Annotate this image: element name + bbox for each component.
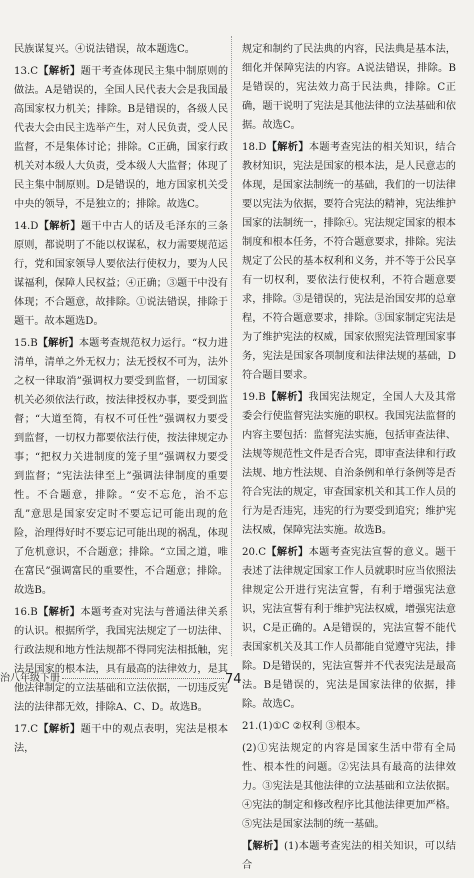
body-text: 民族谋复兴。④说法错误，故本题选C。 xyxy=(14,44,195,55)
question-number: 13. xyxy=(14,66,31,77)
answer-choice: C xyxy=(258,547,266,558)
analysis-tag: 【解析】 xyxy=(38,65,81,77)
question-number: 14. xyxy=(14,221,31,232)
analysis-tag: 【解析】 xyxy=(242,840,285,852)
answer-choice: B xyxy=(30,338,38,349)
question-number: 17. xyxy=(14,724,31,735)
left-column xyxy=(14,40,228,761)
body-text: 题干中的观点表明，宪法是根本法， xyxy=(14,724,229,754)
body-text: 本题考查对宪法与普通法律关系的认识。根据所学，我国宪法规定了一切法律、行政法规和地方性法规都不得同宪法相抵触，宪法是国家的根本法，具有最高的法律效力，是其他法律制定的立法基础和立法依据，一切违反宪法的法律都无效，排除A、C、D。故选B。 xyxy=(14,607,229,713)
analysis-tag: 【解析】 xyxy=(266,141,309,153)
analysis-tag: 【解析】 xyxy=(37,337,79,349)
question-number: 18. xyxy=(242,142,259,153)
footer-book-title: 治八年级下册 xyxy=(0,673,60,684)
body-text: (1)本题考查宪法的相关知识，可以结合 xyxy=(242,841,456,871)
answer-item xyxy=(242,388,456,540)
body-text: 我国宪法规定，全国人大及其常委会行使监督宪法实施的职权。我国宪法监督的内容主要包括：监督宪法实施，包括审查法律、法规等规范性文件是否合宪，即审查法律和行政法规、地方性法规、自治条例和单行条例等是否符合宪法的规定，审查国家机关和其工作人员的行为是否违宪，违宪的行为要受到追究；维护宪法权威，保障宪法实施。故选B。 xyxy=(242,392,457,536)
question-number: 21. xyxy=(242,721,259,732)
body-text: (1)①C ②权利 ③根本。 xyxy=(258,721,367,732)
paragraph xyxy=(242,837,456,875)
answer-choice: D xyxy=(258,142,267,153)
question-number: 16. xyxy=(14,607,31,618)
column-divider xyxy=(231,36,232,656)
paragraph xyxy=(14,40,228,59)
answer-item xyxy=(242,717,456,736)
right-column xyxy=(242,40,456,878)
paragraph xyxy=(242,40,456,135)
answer-choice: B xyxy=(30,607,38,618)
body-text: 题干中古人的话及毛泽东的三条原则，都说明了不能以权谋私，权力需要规范运行，党和国家领导人要依法行使权力，要为人民谋福利，保障人民权益；④正确；③题干中没有体现；不合题意，故排除。①说法错误，排除于题干。故本题选D。 xyxy=(14,221,229,327)
analysis-tag: 【解析】 xyxy=(37,606,81,618)
body-text: 本题考查规范权力运行。“权力进清单，清单之外无权力；法无授权不可为，法外之权一律取消”强调权力要受到监督，一切国家机关必须依法行政，按法律授权办事，要受到监督；“大道至简，有权不可任性”强调权力要受到监督，一切权力都要依法行使，按法律规定办事；“把权力关进制度的笼子里”强调权力要受到监督；“宪法法律至上”强调法律制度的重要性。不合题意，排除。“安不忘危，治不忘乱”意思是国家安定时不要忘记可能出现的危险，治理得好时不要忘记可能出现的祸乱，体现了危机意识，不合题意；排除。“立国之道，唯在富民”强调富民的重要性，不合题意；排除。故选B。 xyxy=(14,338,228,596)
answer-choice: B xyxy=(258,392,266,403)
answer-item xyxy=(14,217,228,331)
answer-item xyxy=(14,603,228,717)
answer-choice: C xyxy=(30,66,38,77)
answer-item xyxy=(14,62,228,214)
footer-dotted-line xyxy=(62,678,224,679)
answer-choice: D xyxy=(30,221,39,232)
analysis-tag: 【解析】 xyxy=(38,220,81,232)
body-text: 题干考查体现民主集中制原则的做法。A是错误的，全国人民代表大会是我国最高国家权力机关；排除。B是错误的，各级人民代表大会由民主选举产生，对人民负责，受人民监督，不是集体讨论；排除。C正确，国家行政机关对本级人大负责，受本级人大监督；体现了民主集中制原则。D是错误的，地方国家机关受中央的领导，不是独立的；排除。故选C。 xyxy=(14,66,229,210)
page-number: 74 xyxy=(225,672,242,687)
question-number: 20. xyxy=(242,547,259,558)
analysis-tag: 【解析】 xyxy=(38,723,81,735)
question-number: 15. xyxy=(14,338,31,349)
answer-item xyxy=(14,334,228,600)
answer-item xyxy=(242,543,456,714)
body-text: 本题考查宪法宣誓的意义。题干表述了法律规定国家工作人员就职时应当依照法律规定公开进行宪法宣誓，有利于增强宪法意识，宪法宣誓有利于维护宪法权威，增强宪法意识，C是正确的。A是错误的，宪法宣誓不能代表国家机关及其工作人员都能自觉遵守宪法，排除。D是错误的，宪法宣誓并不代表宪法是最高法。B是错误的，宪法是国家法律的依据，排除。故选C。 xyxy=(242,547,457,710)
question-number: 19. xyxy=(242,392,259,403)
answer-item xyxy=(14,720,228,758)
body-text: 本题考查宪法的相关知识，结合教材知识，宪法是国家的根本法，是人民意志的体现，是国家法制统一的基础，我们的一切法律要以宪法为依据，要符合宪法的精神，宪法维护国家的法制统一，排除④。宪法规定国家的根本制度和根本任务，不符合题意要求，排除。宪法规定了公民的基本权利和义务，并不等于公民享有一切权利，要依法行使权利，不符合题意要求，排除。③是错误的，宪法是治国安邦的总章程，不符合题意要求，排除。③国家制定宪法是为了维护宪法的权威，国家依照宪法管理国家事务，宪法是国家各项制度和法律法规的基础，D符合题目要求。 xyxy=(242,142,457,381)
analysis-tag: 【解析】 xyxy=(265,391,309,403)
body-text: 规定和制约了民法典的内容，民法典是基本法，细化并保障宪法的内容。A说法错误，排除。B是错误的，宪法效力高于民法典，排除。C正确，题干说明了宪法是其他法律的立法基础和依据。故选C。 xyxy=(242,44,456,131)
body-text: (2)①宪法规定的内容是国家生活中带有全局性、根本性的问题。②宪法具有最高的法律效力。③宪法是其他法律的立法基础和立法依据。④宪法的制定和修改程序比其他法律更加严格。⑤宪法是国家法制的统一基础。 xyxy=(242,743,456,830)
answer-item xyxy=(242,138,456,385)
analysis-tag: 【解析】 xyxy=(266,546,309,558)
answer-choice: C xyxy=(30,724,38,735)
paragraph xyxy=(242,739,456,834)
